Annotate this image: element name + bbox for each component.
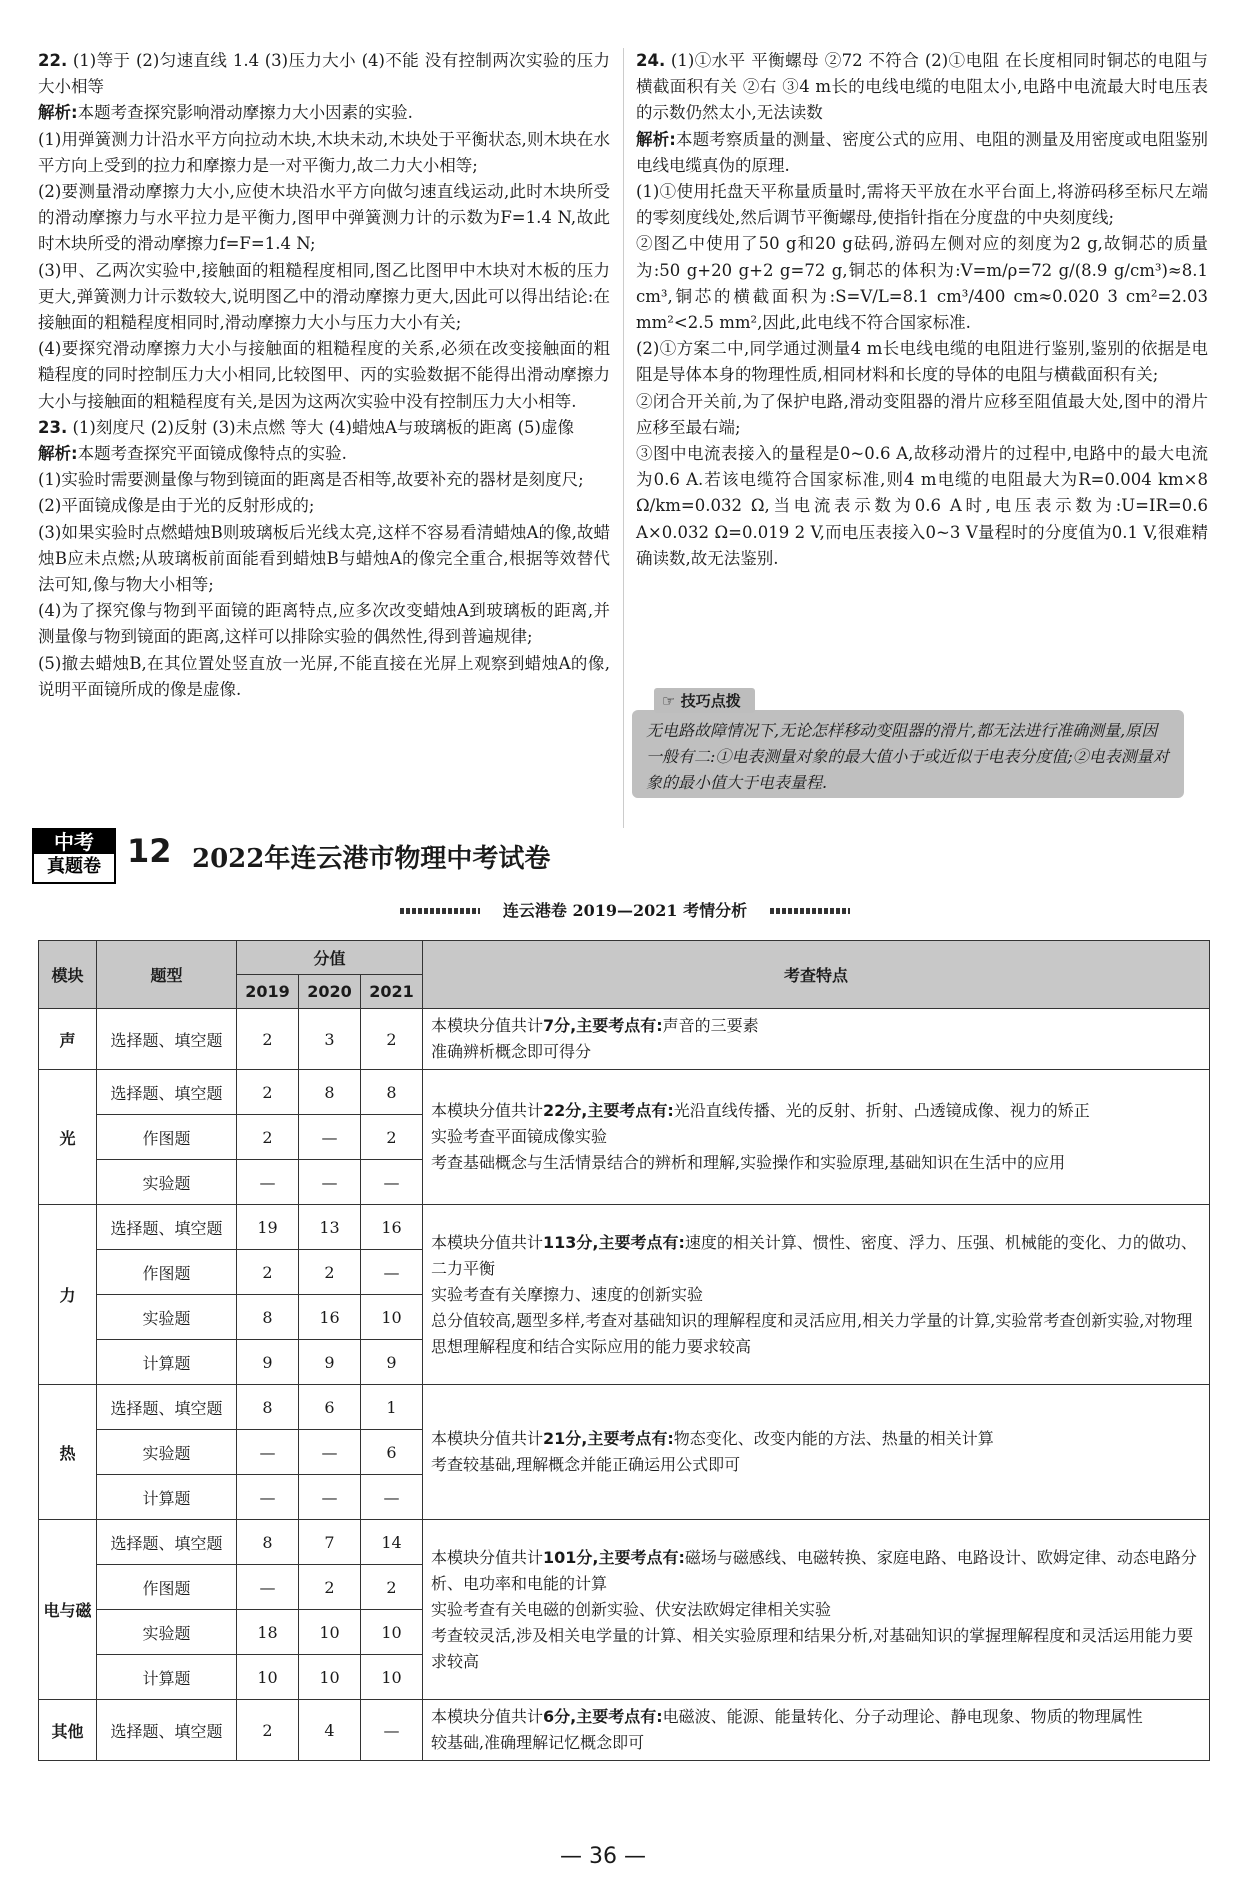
- type-cell: 选择题、填空题: [97, 1385, 237, 1430]
- score-cell: 8: [237, 1295, 299, 1340]
- features-note: 考查较灵活,涉及相关电学量的计算、相关实验原理和结果分析,对基础知识的掌握理解程度和灵活运用能力要求较高: [431, 1625, 1194, 1671]
- score-cell: —: [299, 1115, 361, 1160]
- section-title: 2022年连云港市物理中考试卷: [192, 844, 551, 874]
- score-cell: —: [361, 1700, 423, 1761]
- q23-answer: 23. (1)刻度尺 (2)反射 (3)未点燃 等大 (4)蜡烛A与玻璃板的距离 (5)虚像: [38, 417, 574, 437]
- features-cell: [423, 1385, 1210, 1520]
- score-cell: —: [237, 1475, 299, 1520]
- score-cell: 9: [361, 1340, 423, 1385]
- features-summary: 本模块分值共计113分,主要考点有:速度的相关计算、惯性、密度、浮力、压强、机械能的变化、力的做功、二力平衡: [431, 1232, 1197, 1278]
- score-cell: —: [299, 1475, 361, 1520]
- score-cell: 8: [361, 1070, 423, 1115]
- score-cell: 16: [361, 1205, 423, 1250]
- q22-analysis: 解析:本题考查探究影响滑动摩擦力大小因素的实验.: [38, 103, 413, 123]
- q23-line: (4)为了探究像与物到平面镜的距离特点,应多次改变蜡烛A到玻璃板的距离,并测量像与物到镜面的距离,这样可以排除实验的偶然性,得到普遍规律;: [38, 601, 610, 647]
- tip-text: 无电路故障情况下,无论怎样移动变阻器的滑片,都无法进行准确测量,原因一般有二:①电表测量对象的最大值小于或近似于电表分度值;②电表测量对象的最小值大于电表量程.: [632, 710, 1184, 798]
- module-cell: 力: [39, 1205, 97, 1385]
- q24-answer: 24. (1)①水平 平衡螺母 ②72 不符合 (2)①电阻 在长度相同时铜芯的电阻与横截面积有关 ②右 ③4 m长的电线电缆的电阻太小,电路中电流最大时电压表的示数仍然太小,无法读数: [636, 51, 1208, 123]
- score-cell: 10: [361, 1610, 423, 1655]
- header-year: 2019: [237, 975, 299, 1009]
- score-cell: 10: [361, 1295, 423, 1340]
- type-cell: 实验题: [97, 1295, 237, 1340]
- q23-analysis: 解析:本题考查探究平面镜成像特点的实验.: [38, 444, 347, 464]
- type-cell: 作图题: [97, 1250, 237, 1295]
- features-cell: [423, 1520, 1210, 1700]
- features-note: 考查基础概念与生活情景结合的辨析和理解,实验操作和实验原理,基础知识在生活中的应用: [431, 1153, 1066, 1172]
- type-cell: 作图题: [97, 1115, 237, 1160]
- table-body: [39, 1009, 1210, 1761]
- q24-line: ②图乙中使用了50 g和20 g砝码,游码左侧对应的刻度为2 g,故铜芯的质量为:50 g+20 g+2 g=72 g,铜芯的体积为:V=m/ρ=72 g/(8.9 g/cm³)≈8.1 cm³,铜芯的横截面积为:S=V/L=8.1 cm³/400 cm≈0.020 3 cm²=2.03 mm²<2.5 mm²,因此,此电线不符合国家标准.: [636, 234, 1208, 333]
- q22-answer: 22. (1)等于 (2)匀速直线 1.4 (3)压力大小 (4)不能 没有控制两次实验的压力大小相等: [38, 51, 610, 97]
- score-cell: 8: [299, 1070, 361, 1115]
- score-cell: 10: [237, 1655, 299, 1700]
- q22-line: (2)要测量滑动摩擦力大小,应使木块沿水平方向做匀速直线运动,此时木块所受的滑动摩擦力与水平拉力是平衡力,图甲中弹簧测力计的示数为F=1.4 N,故此时木块所受的滑动摩擦力f=F=1.4 N;: [38, 182, 610, 254]
- q22-line: (1)用弹簧测力计沿水平方向拉动木块,木块未动,木块处于平衡状态,则木块在水平方向上受到的拉力和摩擦力是一对平衡力,故二力大小相等;: [38, 129, 610, 175]
- right-column: [636, 48, 1208, 572]
- table-row: [39, 1205, 1210, 1250]
- score-cell: 2: [237, 1009, 299, 1070]
- left-column: [38, 48, 610, 703]
- features-note: 总分值较高,题型多样,考查对基础知识的理解程度和灵活应用,相关力学量的计算,实验常考查创新实验,对物理思想理解程度和结合实际应用的能力要求较高: [431, 1310, 1193, 1356]
- features-note: 准确辨析概念即可得分: [431, 1042, 592, 1061]
- score-cell: 9: [237, 1340, 299, 1385]
- q23-line: (3)如果实验时点燃蜡烛B则玻璃板后光线太亮,这样不容易看清蜡烛A的像,故蜡烛B应未点燃;从玻璃板前面能看到蜡烛B与蜡烛A的像完全重合,根据等效替代法可知,像与物大小相等;: [38, 522, 610, 595]
- type-cell: 实验题: [97, 1160, 237, 1205]
- type-cell: 选择题、填空题: [97, 1520, 237, 1565]
- score-cell: 14: [361, 1520, 423, 1565]
- score-cell: 2: [361, 1565, 423, 1610]
- score-cell: 1: [361, 1385, 423, 1430]
- features-note: 实验考查有关摩擦力、速度的创新实验: [431, 1284, 704, 1304]
- features-note: 考查较基础,理解概念并能正确运用公式即可: [431, 1455, 741, 1474]
- score-cell: 2: [237, 1115, 299, 1160]
- module-cell: 声: [39, 1009, 97, 1070]
- features-summary: 本模块分值共计6分,主要考点有:电磁波、能源、能量转化、分子动理论、静电现象、物质的物理属性: [431, 1707, 1143, 1726]
- q24-line: ③图中电流表接入的量程是0~0.6 A,故移动滑片的过程中,电路中的最大电流为0.6 A.若该电缆符合国家标准,则4 m电缆的电阻最大为R=0.004 km×8 Ω/km=0.032 Ω,当电流表示数为0.6 A时,电压表示数为:U=IR=0.6 A×0.032 Ω=0.019 2 V,而电压表接入0~3 V量程时的分度值为0.1 V,很难精确读数,故无法鉴别.: [636, 444, 1208, 568]
- type-cell: 选择题、填空题: [97, 1070, 237, 1115]
- module-cell: 光: [39, 1070, 97, 1205]
- tip-box: [632, 688, 1184, 798]
- header-score: 分值: [237, 941, 423, 975]
- type-cell: 选择题、填空题: [97, 1009, 237, 1070]
- q24-analysis: 解析:本题考察质量的测量、密度公式的应用、电阻的测量及用密度或电阻鉴别电线电缆真伪的原理.: [636, 129, 1208, 175]
- score-cell: 8: [237, 1385, 299, 1430]
- features-cell: [423, 1205, 1210, 1385]
- q24-line: ②闭合开关前,为了保护电路,滑动变阻器的滑片应移至阻值最大处,图中的滑片应移至最右端;: [636, 391, 1208, 437]
- subtitle-bar-left: [400, 908, 480, 914]
- score-cell: 2: [237, 1070, 299, 1115]
- table-row: [39, 1070, 1210, 1115]
- score-cell: 2: [299, 1250, 361, 1295]
- features-summary: 本模块分值共计22分,主要考点有:光沿直线传播、光的反射、折射、凸透镜成像、视力的矫正: [431, 1101, 1090, 1120]
- score-cell: 2: [299, 1565, 361, 1610]
- tip-tag: ☞ 技巧点拨: [654, 688, 755, 713]
- score-cell: —: [361, 1475, 423, 1520]
- type-cell: 实验题: [97, 1610, 237, 1655]
- type-cell: 实验题: [97, 1430, 237, 1475]
- score-cell: 2: [237, 1250, 299, 1295]
- score-cell: 19: [237, 1205, 299, 1250]
- q23-line: (1)实验时需要测量像与物到镜面的距离是否相等,故要补充的器材是刻度尺;: [38, 470, 584, 490]
- header-features: 考查特点: [423, 941, 1210, 1009]
- score-cell: —: [361, 1160, 423, 1205]
- page-number: — 36 —: [560, 1844, 646, 1869]
- q22-line: (4)要探究滑动摩擦力大小与接触面的粗糙程度的关系,必须在改变接触面的粗糙程度的同时控制压力大小相同,比较图甲、丙的实验数据不能得出滑动摩擦力大小与接触面的粗糙程度有关,是因为这两次实验中没有控制压力大小相等.: [38, 339, 610, 411]
- table-row: [39, 1520, 1210, 1565]
- q24-line: (1)①使用托盘天平称量质量时,需将天平放在水平台面上,将游码移至标尺左端的零刻度线处,然后调节平衡螺母,使指针指在分度盘的中央刻度线;: [636, 182, 1208, 228]
- score-cell: 7: [299, 1520, 361, 1565]
- column-divider: [623, 48, 624, 828]
- header-year: 2020: [299, 975, 361, 1009]
- features-cell: [423, 1070, 1210, 1205]
- features-cell: [423, 1700, 1210, 1761]
- score-cell: —: [299, 1430, 361, 1475]
- subtitle-bar-right: [770, 908, 850, 914]
- type-cell: 作图题: [97, 1565, 237, 1610]
- q22-line: (3)甲、乙两次实验中,接触面的粗糙程度相同,图乙比图甲中木块对木板的压力更大,弹簧测力计示数较大,说明图乙中的滑动摩擦力更大,因此可以得出结论:在接触面的粗糙程度相同时,滑动摩擦力大小与压力大小有关;: [38, 260, 610, 333]
- score-cell: 4: [299, 1700, 361, 1761]
- module-cell: 其他: [39, 1700, 97, 1761]
- type-cell: 计算题: [97, 1340, 237, 1385]
- table-row: [39, 1385, 1210, 1430]
- score-cell: —: [237, 1160, 299, 1205]
- score-cell: 2: [361, 1115, 423, 1160]
- score-cell: 3: [299, 1009, 361, 1070]
- header-year: 2021: [361, 975, 423, 1009]
- score-cell: 10: [299, 1610, 361, 1655]
- features-summary: 本模块分值共计21分,主要考点有:物态变化、改变内能的方法、热量的相关计算: [431, 1429, 994, 1448]
- table-row: [39, 1009, 1210, 1070]
- score-cell: —: [299, 1160, 361, 1205]
- module-cell: 电与磁: [39, 1520, 97, 1700]
- score-cell: 18: [237, 1610, 299, 1655]
- score-cell: 2: [237, 1700, 299, 1761]
- type-cell: 计算题: [97, 1475, 237, 1520]
- score-cell: —: [237, 1430, 299, 1475]
- header-type: 题型: [97, 941, 237, 1009]
- section-number: 12: [127, 832, 172, 870]
- q24-line: (2)①方案二中,同学通过测量4 m长电线电缆的电阻进行鉴别,鉴别的依据是电阻是导体本身的物理性质,相同材料和长度的导体的电阻与横截面积有关;: [636, 339, 1208, 385]
- q23-line: (5)撤去蜡烛B,在其位置处竖直放一光屏,不能直接在光屏上观察到蜡烛A的像,说明平面镜所成的像是虚像.: [38, 653, 610, 699]
- score-cell: 6: [299, 1385, 361, 1430]
- type-cell: 选择题、填空题: [97, 1700, 237, 1761]
- analysis-subtitle: 连云港卷 2019—2021 考情分析: [360, 898, 890, 921]
- score-cell: 10: [361, 1655, 423, 1700]
- features-summary: 本模块分值共计7分,主要考点有:声音的三要素: [431, 1016, 759, 1035]
- score-cell: 10: [299, 1655, 361, 1700]
- exam-badge: 中考 真题卷: [32, 828, 116, 884]
- features-note: 较基础,准确理解记忆概念即可: [431, 1733, 645, 1752]
- features-note: 实验考查平面镜成像实验: [431, 1127, 608, 1146]
- score-cell: 6: [361, 1430, 423, 1475]
- module-cell: 热: [39, 1385, 97, 1520]
- score-cell: 8: [237, 1520, 299, 1565]
- q23-line: (2)平面镜成像是由于光的反射形成的;: [38, 496, 315, 516]
- score-cell: 16: [299, 1295, 361, 1340]
- type-cell: 选择题、填空题: [97, 1205, 237, 1250]
- table-row: [39, 1700, 1210, 1761]
- features-note: 实验考查有关电磁的创新实验、伏安法欧姆定律相关实验: [431, 1599, 832, 1619]
- header-module: 模块: [39, 941, 97, 1009]
- type-cell: 计算题: [97, 1655, 237, 1700]
- score-cell: —: [361, 1250, 423, 1295]
- features-summary: 本模块分值共计101分,主要考点有:磁场与磁感线、电磁转换、家庭电路、电路设计、欧姆定律、动态电路分析、电功率和电能的计算: [431, 1547, 1197, 1593]
- hand-icon: ☞: [662, 692, 676, 710]
- features-cell: [423, 1009, 1210, 1070]
- score-cell: 9: [299, 1340, 361, 1385]
- score-cell: 13: [299, 1205, 361, 1250]
- score-cell: —: [237, 1565, 299, 1610]
- analysis-table: [38, 940, 1210, 1761]
- score-cell: 2: [361, 1009, 423, 1070]
